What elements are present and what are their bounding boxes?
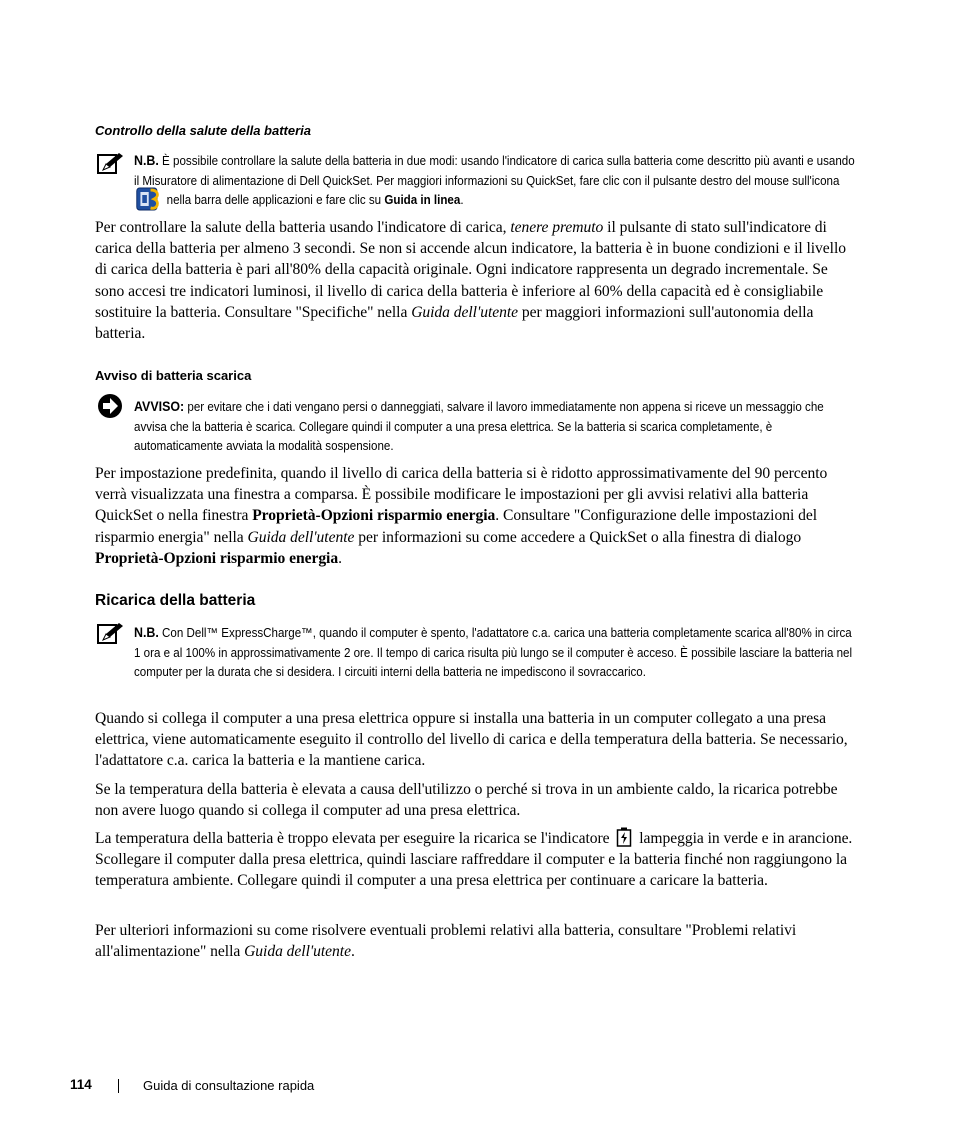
note-label: N.B.: [134, 625, 159, 640]
para2-text-a: Per impostazione predefinita, quando il livello di carica della batteria si è ridotto approssimativamente del 90 percento verrà visualizzata una finestra a comparsa. È possibile modificare le impostazioni per gli avvisi relativi alla batteria QuickSet o nella finestra: [95, 465, 828, 525]
note-pencil-icon: [97, 622, 125, 646]
para6-period: .: [350, 943, 355, 961]
para2-period: .: [338, 549, 342, 567]
paragraph-indicator-blink: [95, 828, 860, 892]
note-expresscharge: [134, 623, 858, 683]
note-period: .: [460, 193, 464, 207]
para2-text-c: per informazioni su come accedere a QuickSet o alla finestra di dialogo: [358, 528, 802, 546]
note-text: È possibile controllare la salute della batteria in due modi: usando l'indicatore di carica sulla batteria come descritto più avanti e usando il Misuratore di alimentazione di Dell QuickSet. Per maggiori informazioni su QuickSet, fare clic con il pulsante destro del mouse sull'icona: [134, 154, 855, 188]
footer-title: Guida di consultazione rapida: [143, 1078, 315, 1093]
para1-text-c: per maggiori informazioni sull'autonomia della batteria.: [95, 303, 814, 343]
online-help-label: Guida in linea: [384, 193, 461, 207]
note-text: Con Dell™ ExpressCharge™, quando il computer è spento, l'adattatore c.a. carica una batteria completamente scarica all'80% in circa 1 ora e al 100% in approssimativamente 2 ore. Il tempo di carica risulta più lungo se il computer è acceso. È possibile lasciare la batteria nel computer per la durata che si desidera. I circuiti interni della batteria ne impediscono il sovraccarico.: [134, 626, 853, 679]
paragraph-more-info: [95, 920, 860, 962]
para2-bold-power-options-2: Proprietà-Opzioni risparmio energia: [95, 549, 339, 567]
note-label: N.B.: [134, 153, 159, 168]
note-text-continued: nella barra delle applicazioni e fare clic su: [166, 193, 382, 207]
quickset-icon: [136, 186, 162, 210]
notice-arrow-icon: [97, 393, 123, 419]
notice-low-battery: [134, 397, 858, 457]
paragraph-low-battery: [95, 463, 860, 569]
para5-text-a: La temperatura della batteria è troppo elevata per eseguire la ricarica se l'indicatore: [95, 830, 610, 847]
para6-text-a: Per ulteriori informazioni su come risolvere eventuali problemi relativi alla batteria, consultare "Problemi relativi all'alimentazione" nella: [95, 922, 797, 961]
para2-bold-power-options: Proprietà-Opzioni risparmio energia: [252, 507, 496, 525]
notice-label: AVVISO:: [134, 399, 185, 414]
para4-text: Se la temperatura della batteria è elevata a causa dell'utilizzo o perché si trova in un ambiente caldo, la ricarica potrebbe non avere luogo quando si collega il computer ad una presa elettrica.: [95, 781, 838, 820]
para5-text-b: lampeggia in verde e in arancione. Scollegare il computer dalla presa elettrica, quindi lasciare raffreddare il computer e la batteria finché non raggiungono la temperatura ambiente. Collegare quindi il computer a una presa elettrica per continuare a caricare la batteria.: [95, 830, 853, 890]
paragraph-battery-health: [95, 217, 860, 344]
section-heading-battery-health: Controllo della salute della batteria: [95, 123, 311, 138]
section-heading-charging: Ricarica della batteria: [95, 592, 256, 609]
para2-italic-guide: Guida dell'utente: [247, 528, 355, 546]
note-pencil-icon: [97, 152, 125, 176]
para1-text-a: Per controllare la salute della batteria usando l'indicatore di carica,: [95, 219, 507, 236]
para1-text-b: il pulsante di stato sull'indicatore di carica della batteria per almeno 3 secondi. Se non si accende alcun indicatore, la batteria è in buone condizioni e il livello di carica della batteria è pari all'80% della capacità originale. Ogni indicatore rappresenta un degrado incrementale. Se sono accesi tre indicatori luminosi, il livello di carica della batteria è inferiore al 60% della capacità ed è consigliabile sostituire la batteria. Consultare "Specifiche" nella: [95, 219, 846, 321]
paragraph-temperature: [95, 779, 860, 821]
para1-italic-guide: Guida dell'utente: [411, 303, 519, 321]
note-battery-health: [134, 151, 858, 211]
paragraph-charging-auto: [95, 708, 860, 772]
para2-text-b: . Consultare "Configurazione delle impostazioni del risparmio energia" nella: [95, 507, 817, 546]
section-heading-low-battery: Avviso di batteria scarica: [95, 368, 252, 383]
para3-text: Quando si collega il computer a una presa elettrica oppure si installa una batteria in un computer collegato a una presa elettrica, viene automaticamente eseguito il controllo del livello di carica e della temperatura della batteria. Se necessario, l'adattatore c.a. carica la batteria e la mantiene carica.: [95, 710, 848, 770]
footer-divider: [118, 1079, 119, 1093]
para6-italic-guide: Guida dell'utente: [244, 943, 351, 961]
notice-text: per evitare che i dati vengano persi o danneggiati, salvare il lavoro immediatamente non appena si riceve un messaggio che avvisa che la batteria è scarica. Collegare quindi il computer a una presa elettrica. Se la batteria si scarica completamente, è automaticamente avviata la modalità sospensione.: [134, 400, 824, 453]
para1-italic-press: tenere premuto: [510, 219, 604, 236]
page-number: 114: [70, 1077, 92, 1092]
battery-charge-icon: [616, 827, 632, 847]
